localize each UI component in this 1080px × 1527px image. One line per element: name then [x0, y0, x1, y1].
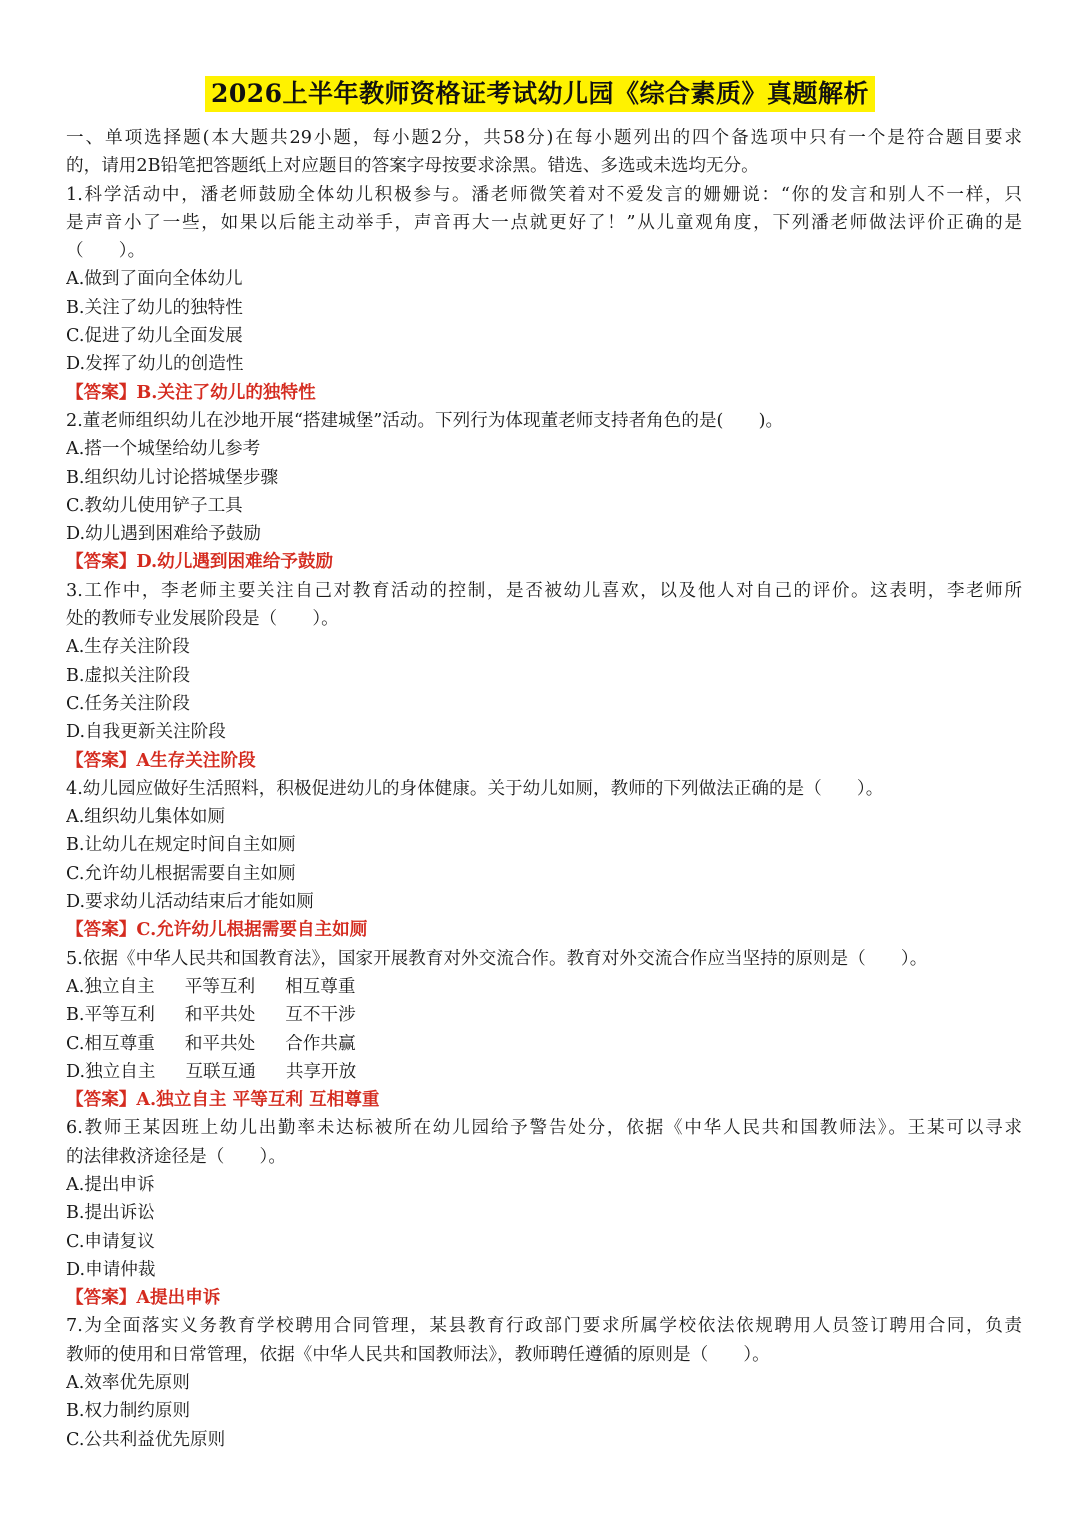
option-c: C.允许幼儿根据需要自主如厕 [66, 863, 296, 884]
option-d: D.要求幼儿活动结束后才能如厕 [66, 892, 314, 913]
answer: 【答案】C.允许幼儿根据需要自主如厕 [66, 919, 368, 941]
option-b: B.让幼儿在规定时间自主如厕 [66, 835, 296, 856]
answer: 【答案】A生存关注阶段 [66, 749, 256, 771]
option-a: A.生存关注阶段 [66, 637, 190, 658]
exam-content [66, 124, 1022, 1454]
option-c [66, 1030, 1022, 1058]
question-stem: 教师的使用和日常管理，依据《中华人民共和国教师法》，教师聘任遵循的原则是（ ）。 [66, 1344, 770, 1365]
option-a: A.做到了面向全体幼儿 [66, 269, 243, 290]
option-b: B.权力制约原则 [66, 1401, 191, 1422]
option-a: A.效率优先原则 [66, 1373, 190, 1394]
option-b: B.虚拟关注阶段 [66, 665, 191, 686]
option-a: A.提出申诉 [66, 1174, 155, 1195]
page-title: 2026上半年教师资格证考试幼儿园《综合素质》真题解析 [205, 76, 875, 112]
option-b [66, 1001, 1022, 1029]
instructions-line: 的，请用2B铅笔把答题纸上对应题目的答案字母按要求涂黑。错选、多选或未选均无分。 [66, 156, 759, 177]
question-stem: 2.董老师组织幼儿在沙地开展“搭建城堡”活动。下列行为体现董老师支持者角色的是( )。 [66, 410, 784, 431]
option-part: 共享开放 [285, 1061, 357, 1082]
question-stem: 7.为全面落实义务教育学校聘用合同管理，某县教育行政部门要求所属学校依法依规聘用人员签订聘用合同，负责 [66, 1316, 1022, 1337]
option-part: 和平共处 [184, 1005, 256, 1026]
option-c: C.促进了幼儿全面发展 [66, 326, 243, 347]
question-stem: 是声音小了一些，如果以后能主动举手，声音再大一点就更好了！”从儿童观角度，下列潘老师做法评价正确的是 [66, 212, 1022, 233]
option-part: 和平共处 [184, 1033, 256, 1054]
option-part: 互联互通 [185, 1061, 256, 1082]
option-a: A.组织幼儿集体如厕 [66, 807, 226, 828]
option-b: B.关注了幼儿的独特性 [66, 297, 243, 318]
option-part: 合作共赢 [285, 1033, 356, 1054]
question-stem: 6.教师王某因班上幼儿出勤率未达标被所在幼儿园给予警告处分，依据《中华人民共和国教师法》。王某可以寻求 [66, 1118, 1022, 1139]
option-b: B.组织幼儿讨论搭城堡步骤 [66, 467, 279, 488]
option-part: 平等互利 [184, 976, 256, 997]
answer: 【答案】B.关注了幼儿的独特性 [66, 381, 316, 403]
question-stem: 4.幼儿园应做好生活照料，积极促进幼儿的身体健康。关于幼儿如厕，教师的下列做法正确的是（ ）。 [66, 778, 884, 799]
answer: 【答案】D.幼儿遇到困难给予鼓励 [66, 551, 334, 573]
answer: 【答案】A提出申诉 [66, 1287, 221, 1309]
question-stem: 处的教师专业发展阶段是（ ）。 [66, 609, 339, 630]
question-stem: 3.工作中，李老师主要关注自己对教育活动的控制，是否被幼儿喜欢，以及他人对自己的评价。这表明，李老师所 [66, 580, 1022, 601]
option-c: C.公共利益优先原则 [66, 1429, 226, 1450]
option-c: C.申请复议 [66, 1231, 155, 1252]
title-bar [0, 76, 1080, 112]
question-stem: 的法律救济途径是（ ）。 [66, 1146, 286, 1167]
option-b: B.提出诉讼 [66, 1203, 155, 1224]
option-c: C.教幼儿使用铲子工具 [66, 495, 243, 516]
option-part: 相互尊重 [285, 976, 356, 997]
option-d: D.发挥了幼儿的创造性 [66, 354, 244, 375]
option-part: B.平等互利 [66, 1005, 155, 1026]
answer: 【答案】A.独立自主 平等互利 互相尊重 [66, 1089, 380, 1111]
option-d: D.自我更新关注阶段 [66, 722, 226, 743]
instructions-line: 一、单项选择题(本大题共29小题，每小题2分，共58分)在每小题列出的四个备选项中只有一个是符合题目要求 [66, 128, 1022, 148]
option-d: D.申请仲裁 [66, 1259, 156, 1280]
option-c: C.任务关注阶段 [66, 693, 190, 714]
question-stem: （ ）。 [66, 241, 146, 262]
option-d [66, 1058, 1022, 1086]
option-part: A.独立自主 [66, 976, 155, 997]
question-stem: 5.依据《中华人民共和国教育法》，国家开展教育对外交流合作。教育对外交流合作应当坚持的原则是（ ）。 [66, 948, 928, 969]
option-a: A.搭一个城堡给幼儿参考 [66, 439, 261, 460]
option-part: D.独立自主 [66, 1061, 156, 1082]
option-d: D.幼儿遇到困难给予鼓励 [66, 524, 262, 545]
option-part: 互不干涉 [285, 1005, 356, 1026]
option-part: C.相互尊重 [66, 1033, 155, 1054]
question-stem: 1.科学活动中，潘老师鼓励全体幼儿积极参与。潘老师微笑着对不爱发言的姗姗说：“你的发言和别人不一样，只 [66, 184, 1022, 205]
option-a [66, 973, 1022, 1001]
